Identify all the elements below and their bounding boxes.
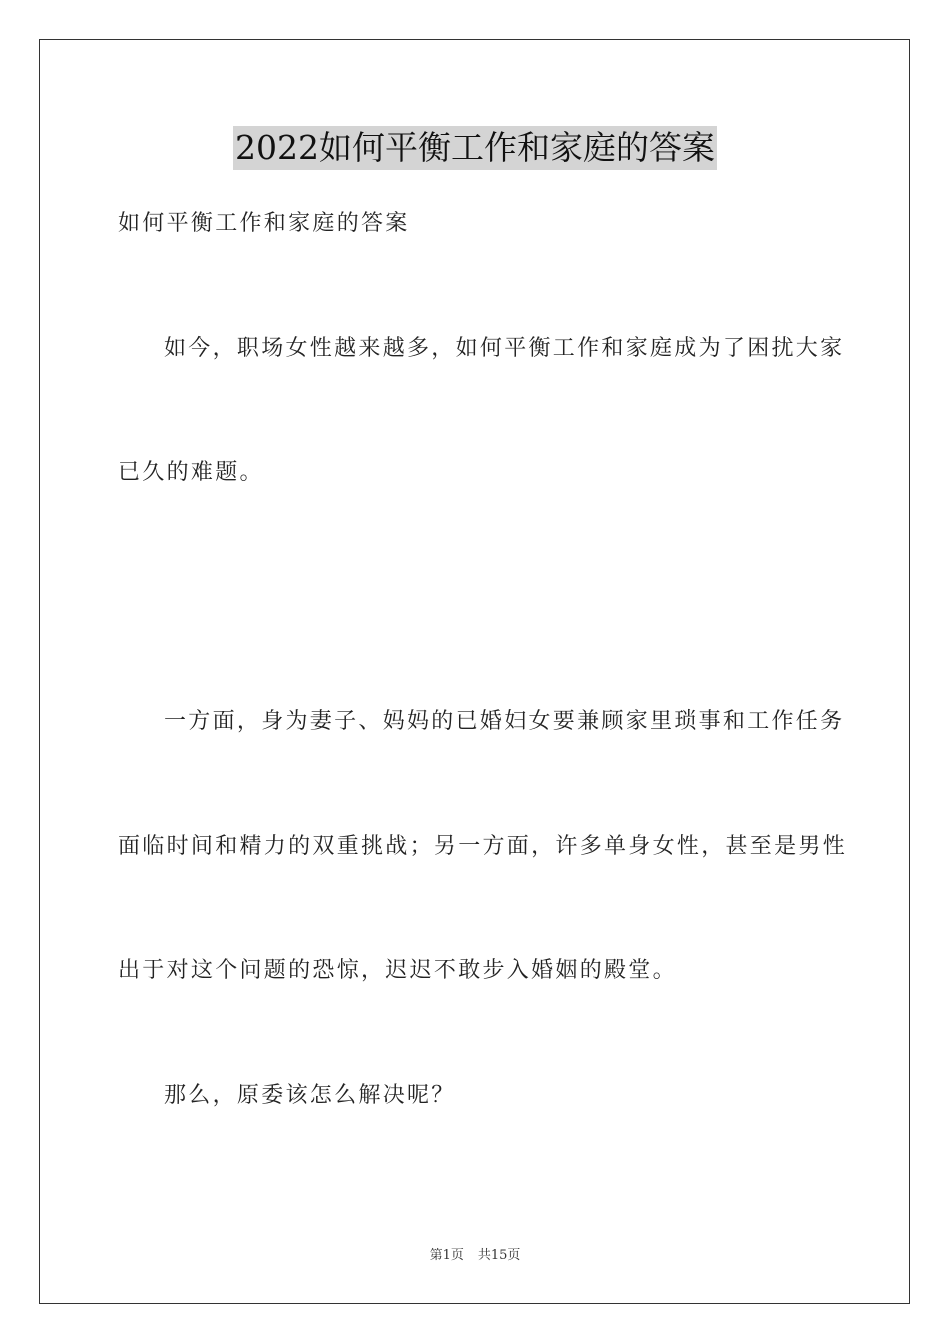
paragraph-2-line-3: 出于对这个问题的恐惊，迟迟不敢步入婚姻的殿堂。 (118, 958, 677, 983)
paragraph-2-line-2: 面临时间和精力的双重挑战；另一方面，许多单身女性，甚至是男性 (118, 834, 848, 859)
page-number: 第1页 (429, 1248, 464, 1263)
paragraph-1-line-2: 已久的难题。 (118, 460, 264, 485)
title-container (0, 126, 950, 170)
paragraph-2-line-1: 一方面，身为妻子、妈妈的已婚妇女要兼顾家里琐事和工作任务 (164, 709, 845, 734)
document-subtitle: 如何平衡工作和家庭的答案 (118, 211, 410, 236)
page-footer (0, 1247, 950, 1265)
paragraph-1-line-1: 如今，职场女性越来越多，如何平衡工作和家庭成为了困扰大家 (164, 336, 845, 361)
document-title: 2022如何平衡工作和家庭的答案 (233, 126, 717, 170)
paragraph-3-line-1: 那么，原委该怎么解决呢？ (164, 1083, 456, 1108)
total-pages: 共15页 (477, 1248, 521, 1263)
